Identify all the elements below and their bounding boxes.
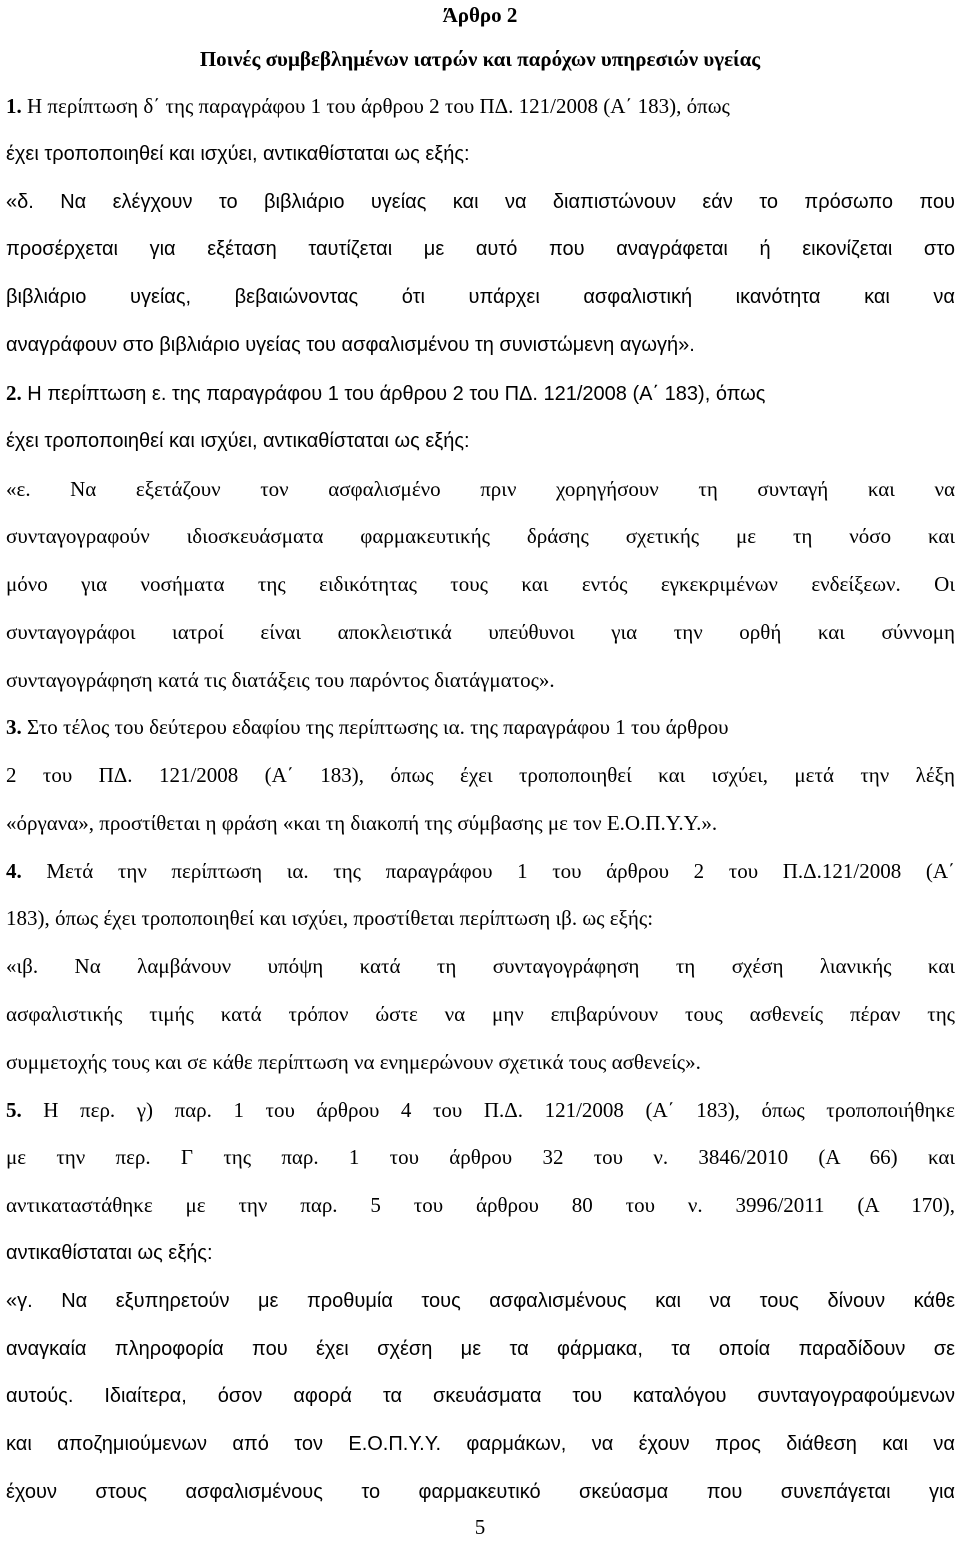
para2-quote-line3: μόνο για νοσήματα της ειδικότητας τους και εντός εγκεκριμένων ενδείξεων. Οι (6, 572, 955, 596)
para1-line1 (6, 91, 955, 121)
para2-line1 (6, 378, 955, 408)
para4-line1-text: Μετά την περίπτωση ια. της παραγράφου 1 του άρθρου 2 του Π.Δ.121/2008 (Α΄ (21, 859, 955, 883)
para5-line2: με την περ. Γ της παρ. 1 του άρθρου 32 του ν. 3846/2010 (Α 66) και (6, 1145, 955, 1169)
para3-line1-text: Στο τέλος του δεύτερου εδαφίου της περίπτωσης ια. της παραγράφου 1 του άρθρου (21, 715, 729, 739)
para5-line3: αντικαταστάθηκε με την παρ. 5 του άρθρου 80 του ν. 3996/2011 (Α 170), (6, 1193, 955, 1217)
para2-number: 2. (6, 381, 22, 405)
para5-quote-line2: αναγκαία πληροφορία που έχει σχέση με τα φάρμακα, τα οποία παραδίδουν σε (6, 1338, 955, 1360)
para2-quote-line1: «ε. Να εξετάζουν τον ασφαλισμένο πριν χορηγήσουν τη συνταγή και να (6, 477, 955, 501)
article-heading: Άρθρο 2 (442, 3, 518, 27)
para2-quote-line5: συνταγογράφηση κατά τις διατάξεις του παρόντος διατάγματος». (6, 668, 555, 692)
para5-quote-line4: και αποζημιούμενων από τον Ε.Ο.Π.Υ.Υ. φαρμάκων, να έχουν προς διάθεση και να (6, 1433, 955, 1455)
para1-quote-line4: αναγράφουν στο βιβλιάριο υγείας του ασφαλισμένου τη συνιστώμενη αγωγή». (6, 334, 695, 356)
page-number: 5 (474, 1515, 486, 1539)
para5-quote-line5: έχουν στους ασφαλισμένους το φαρμακευτικό σκεύασμα που συνεπάγεται για (6, 1481, 955, 1503)
para2-quote-line4: συνταγογράφοι ιατροί είναι αποκλειστικά υπεύθυνοι για την ορθή και σύννομη (6, 620, 955, 644)
para5-line4: αντικαθίσταται ως εξής: (6, 1242, 213, 1264)
para5-line1-text: Η περ. γ) παρ. 1 του άρθρου 4 του Π.Δ. 121/2008 (Α΄ 183), όπως τροποποιήθηκε (21, 1098, 955, 1122)
para1-number: 1. (6, 94, 22, 118)
para3-number: 3. (6, 715, 22, 739)
para3-line1 (6, 712, 955, 742)
para2-quote-line2: συνταγογραφούν ιδιοσκευάσματα φαρμακευτικής δράσης σχετικής με τη νόσο και (6, 524, 955, 548)
para1-quote-line3: βιβλιάριο υγείας, βεβαιώνοντας ότι υπάρχει ασφαλιστική ικανότητα και να (6, 286, 955, 308)
para3-line2: 2 του ΠΔ. 121/2008 (Α΄ 183), όπως έχει τροποποιηθεί και ισχύει, μετά την λέξη (6, 763, 955, 787)
para1-quote-line1: «δ. Να ελέγχουν το βιβλιάριο υγείας και να διαπιστώνουν εάν το πρόσωπο που (6, 191, 955, 213)
para1-line2: έχει τροποποιηθεί και ισχύει, αντικαθίσταται ως εξής: (6, 143, 470, 165)
para5-quote-line3: αυτούς. Ιδιαίτερα, όσον αφορά τα σκευάσματα του καταλόγου συνταγογραφούμενων (6, 1385, 955, 1407)
article-subheading: Ποινές συμβεβλημένων ιατρών και παρόχων υπηρεσιών υγείας (199, 47, 761, 71)
para4-line2: 183), όπως έχει τροποποιηθεί και ισχύει, προστίθεται περίπτωση ιβ. ως εξής: (6, 906, 654, 930)
para4-quote-line2: ασφαλιστικής τιμής κατά τρόπον ώστε να μην επιβαρύνουν τους ασθενείς πέραν της (6, 1002, 955, 1026)
para5-line1 (6, 1095, 955, 1125)
para4-quote-line1: «ιβ. Να λαμβάνουν υπόψη κατά τη συνταγογράφηση τη σχέση λιανικής και (6, 954, 955, 978)
para4-quote-line3: συμμετοχής τους και σε κάθε περίπτωση να ενημερώνουν σχετικά τους ασθενείς». (6, 1050, 701, 1074)
para2-line2: έχει τροποποιηθεί και ισχύει, αντικαθίσταται ως εξής: (6, 430, 470, 452)
para2-line1-text: Η περίπτωση ε. της παραγράφου 1 του άρθρου 2 του ΠΔ. 121/2008 (Α΄ 183), όπως (21, 383, 766, 405)
para3-line3: «όργανα», προστίθεται η φράση «και τη διακοπή της σύμβασης με τον Ε.Ο.Π.Υ.Υ.». (6, 811, 718, 835)
para4-line1 (6, 856, 955, 886)
para5-quote-line1: «γ. Να εξυπηρετούν με προθυμία τους ασφαλισμένους και να τους δίνουν κάθε (6, 1290, 955, 1312)
para1-line1-text: Η περίπτωση δ΄ της παραγράφου 1 του άρθρου 2 του ΠΔ. 121/2008 (Α΄ 183), όπως (21, 94, 730, 118)
para1-quote-line2: προσέρχεται για εξέταση ταυτίζεται με αυτό που αναγράφεται ή εικονίζεται στο (6, 238, 955, 260)
para5-number: 5. (6, 1098, 22, 1122)
para4-number: 4. (6, 859, 22, 883)
